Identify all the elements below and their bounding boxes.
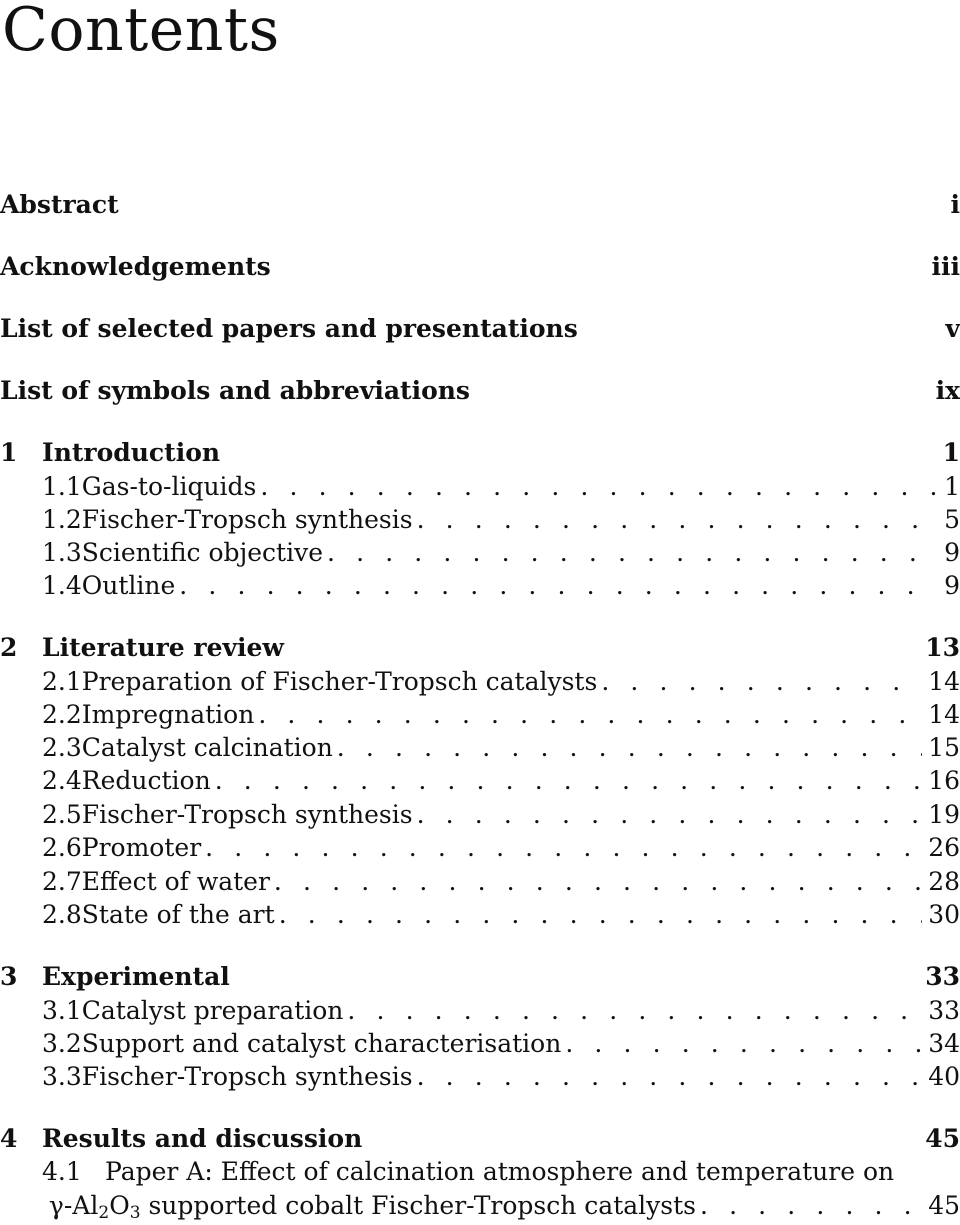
toc-section-2-6[interactable] — [0, 832, 960, 864]
dot-leader — [258, 699, 922, 731]
toc-chapter-number: 2 — [0, 633, 18, 662]
toc-section-number: 2.5 — [42, 800, 82, 829]
toc-entry-label: Preparation of Fischer-Tropsch catalysts — [81, 667, 598, 696]
toc-section-number: 2.2 — [42, 700, 82, 729]
toc-chapter-3[interactable] — [0, 961, 960, 993]
toc-entry-page: 14 — [928, 700, 960, 729]
toc-section-2-2[interactable] — [0, 699, 960, 731]
toc-entry-page: ix — [935, 376, 960, 405]
toc-entry-label: Fischer-Tropsch synthesis — [81, 505, 413, 534]
toc-section-2-7[interactable] — [0, 866, 960, 898]
dot-leader — [337, 732, 922, 764]
toc-entry-symbols[interactable] — [0, 375, 960, 407]
toc-entry-page: 45 — [928, 1191, 960, 1220]
dot-leader — [565, 1028, 922, 1060]
toc-entry-label: Scientific objective — [81, 538, 324, 567]
toc-entry-label: Fischer-Tropsch synthesis — [81, 1062, 413, 1091]
dot-leader — [601, 666, 922, 698]
toc-entry-label: Impregnation — [81, 700, 255, 729]
toc-section-number: 2.8 — [42, 900, 82, 929]
toc-entry-label: Reduction — [81, 766, 211, 795]
toc-entry-page: 9 — [944, 538, 960, 567]
dot-leader — [417, 799, 923, 831]
toc-entry-page: 34 — [928, 1029, 960, 1058]
toc-entry-label: Effect of water — [81, 867, 270, 896]
toc-entry-label: Results and discussion — [42, 1124, 363, 1153]
toc-entry-page: 26 — [928, 833, 960, 862]
toc-entry-page: 45 — [925, 1124, 960, 1153]
toc-section-number: 2.6 — [42, 833, 82, 862]
toc-entry-label: Catalyst calcination — [81, 733, 333, 762]
toc-entry-page: 1 — [942, 438, 960, 467]
toc-entry-label: Catalyst preparation — [81, 996, 344, 1025]
toc-entry-acknowledgements[interactable] — [0, 251, 960, 283]
dot-leader — [417, 504, 939, 536]
toc-entry-label: Fischer-Tropsch synthesis — [81, 800, 413, 829]
toc-section-2-4[interactable] — [0, 765, 960, 797]
toc-chapter-number: 4 — [0, 1124, 18, 1153]
toc-entry-label: State of the art — [81, 900, 275, 929]
toc-entry-page: iii — [931, 252, 960, 281]
dot-leader — [205, 832, 922, 864]
toc-section-number: 3.2 — [42, 1029, 82, 1058]
toc-entry-page: i — [950, 190, 960, 219]
toc-entry-page: 9 — [944, 571, 960, 600]
toc-entry-label: Outline — [81, 571, 176, 600]
toc-entry-page: 16 — [928, 766, 960, 795]
toc-entry-label: Acknowledgements — [0, 252, 271, 281]
toc-section-3-2[interactable] — [0, 1028, 960, 1060]
toc-entry-page: v — [945, 314, 960, 343]
toc-entry-label-line2: $\gamma-Al_2O_3$ supported cobalt Fischer-Tropsch catalysts — [48, 1191, 696, 1223]
toc-entry-page: 5 — [944, 505, 960, 534]
toc-section-number: 4.1 — [42, 1157, 82, 1186]
page-title: Contents — [2, 0, 280, 65]
toc-entry-page: 1 — [944, 472, 960, 501]
toc-entry-page: 14 — [928, 667, 960, 696]
dot-leader — [274, 866, 922, 898]
dot-leader — [700, 1190, 922, 1222]
toc-section-number: 3.1 — [42, 996, 82, 1025]
toc-chapter-number: 3 — [0, 962, 18, 991]
toc-section-number: 1.3 — [42, 538, 82, 567]
toc-entry-page: 19 — [928, 800, 960, 829]
toc-entry-page: 28 — [928, 867, 960, 896]
dot-leader — [179, 570, 938, 602]
toc-entry-selected-papers[interactable] — [0, 313, 960, 345]
toc-entry-abstract[interactable] — [0, 189, 960, 221]
toc-entry-label: Introduction — [42, 438, 221, 467]
toc-entry-page: 13 — [925, 633, 960, 662]
toc-section-1-2[interactable] — [0, 504, 960, 536]
toc-section-2-8[interactable] — [0, 899, 960, 931]
toc-chapter-1[interactable] — [0, 437, 960, 469]
toc-entry-page: 40 — [928, 1062, 960, 1091]
toc-section-number: 2.1 — [42, 667, 82, 696]
toc-entry-label: Promoter — [81, 833, 202, 862]
toc-section-2-3[interactable] — [0, 732, 960, 764]
toc-chapter-4[interactable] — [0, 1123, 960, 1155]
dot-leader — [260, 471, 938, 503]
toc-section-2-5[interactable] — [0, 799, 960, 831]
toc-entry-page: 15 — [928, 733, 960, 762]
dot-leader — [417, 1061, 923, 1093]
toc-entry-label: List of symbols and abbreviations — [0, 376, 471, 405]
toc-section-number: 2.7 — [42, 867, 82, 896]
toc-section-number: 1.1 — [42, 472, 82, 501]
toc-section-1-1[interactable] — [0, 471, 960, 503]
dot-leader — [347, 995, 922, 1027]
toc-section-number: 2.4 — [42, 766, 82, 795]
toc-section-3-3[interactable] — [0, 1061, 960, 1093]
toc-chapter-number: 1 — [0, 438, 18, 467]
toc-section-number: 3.3 — [42, 1062, 82, 1091]
toc-section-4-1[interactable] — [0, 1156, 960, 1188]
toc-section-1-3[interactable] — [0, 537, 960, 569]
toc-entry-page: 30 — [928, 900, 960, 929]
toc-section-3-1[interactable] — [0, 995, 960, 1027]
toc-section-number: 2.3 — [42, 733, 82, 762]
dot-leader — [279, 899, 923, 931]
toc-entry-label: Abstract — [0, 190, 119, 219]
toc-entry-label: Literature review — [42, 633, 284, 662]
dot-leader — [215, 765, 923, 797]
toc-entry-label: Gas-to-liquids — [81, 472, 257, 501]
toc-section-number: 1.2 — [42, 505, 82, 534]
dot-leader — [327, 537, 938, 569]
toc-entry-label: Paper A: Effect of calcination atmosphere and temperature on — [105, 1157, 895, 1186]
toc-entry-page: 33 — [928, 996, 960, 1025]
toc-entry-page: 33 — [925, 962, 960, 991]
toc-section-number: 1.4 — [42, 571, 82, 600]
toc-entry-label: List of selected papers and presentations — [0, 314, 578, 343]
toc-section-4-1-continued[interactable] — [0, 1190, 960, 1222]
toc-section-2-1[interactable] — [0, 666, 960, 698]
toc-entry-label: Experimental — [42, 962, 230, 991]
toc-section-1-4[interactable] — [0, 570, 960, 602]
toc-entry-label: Support and catalyst characterisation — [81, 1029, 562, 1058]
toc-chapter-2[interactable] — [0, 632, 960, 664]
